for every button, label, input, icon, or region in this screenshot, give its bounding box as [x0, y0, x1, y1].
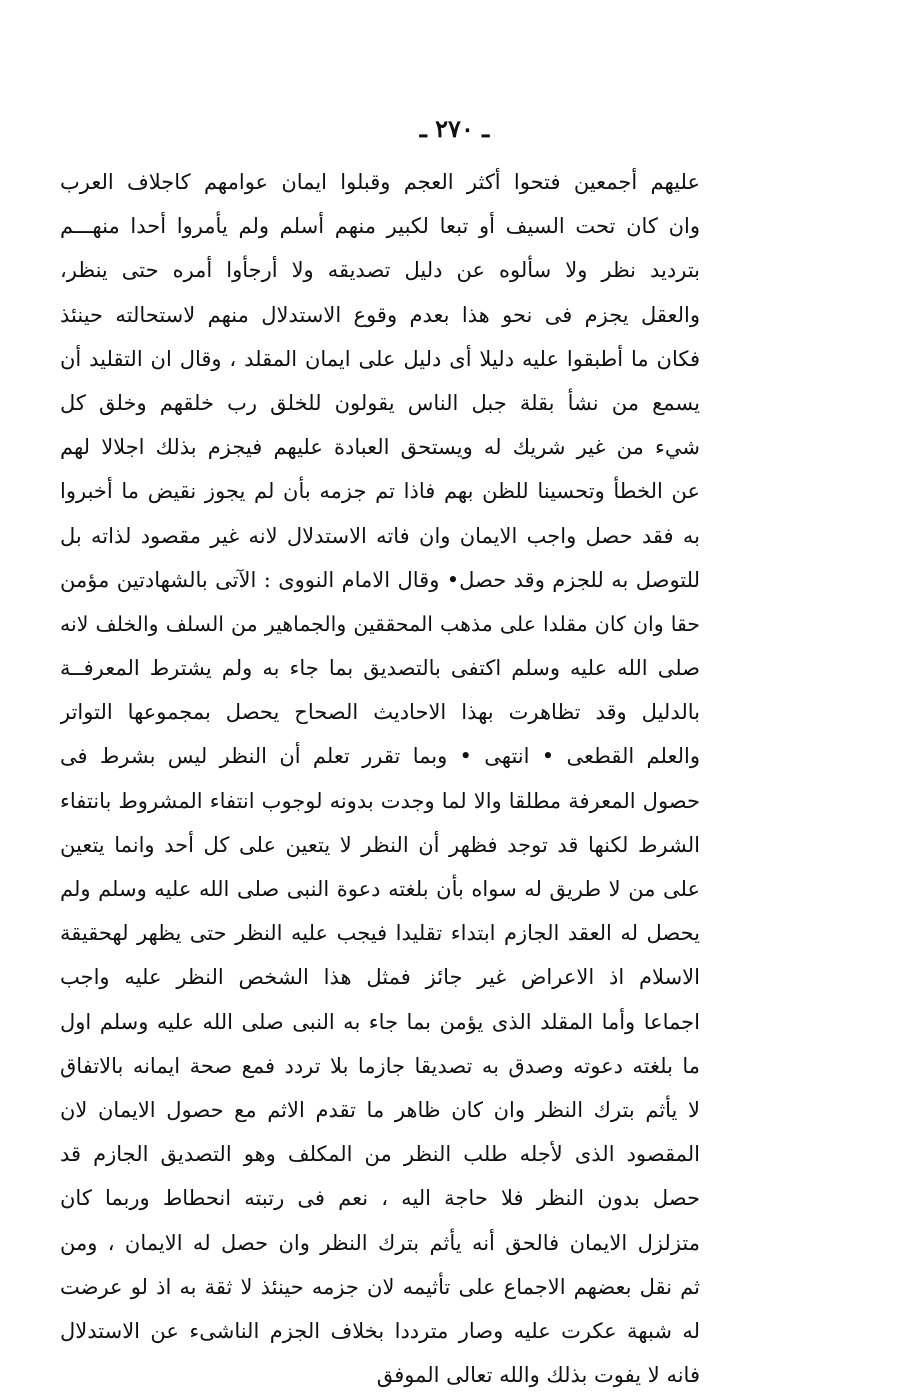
- text-line: حصول المعرفة مطلقا والا لما وجدت بدونه لوجوب انتفاء المشروط بانتفاء: [60, 788, 700, 813]
- body-text: [60, 160, 700, 1397]
- text-line: به فقد حصل واجب الايمان وان فاته الاستدلال لانه غير مقصود لذاته بل: [60, 523, 700, 548]
- text-line: حقا وان كان مقلدا على مذهب المحققين والجماهير من السلف والخلف لانه: [60, 611, 700, 636]
- text-line: يسمع من نشأ بقلة جبل الناس يقولون للخلق رب خلقهم وخلق كل: [60, 390, 700, 415]
- text-line: صلى الله عليه وسلم اكتفى بالتصديق بما جاء به ولم يشترط المعرفــة: [60, 656, 700, 681]
- text-line: حصل بدون النظر فلا حاجة اليه ، نعم فى رتبته انحطاط وربما كان: [60, 1186, 700, 1211]
- text-line: متزلزل الايمان فالحق أنه يأثم بترك النظر وان حصل له الايمان ، ومن: [60, 1230, 700, 1255]
- text-line: ثم نقل بعضهم الاجماع على تأثيمه لان جزمه حينئذ لا ثقة به اذ لو عرضت: [60, 1274, 700, 1299]
- text-line: يحصل له العقد الجازم ابتداء تقليدا فيجب عليه النظر حتى يظهر لهحقيقة: [60, 921, 700, 946]
- text-line: والعلم القطعى • انتهى • وبما تقرر تعلم أن النظر ليس بشرط فى: [60, 744, 700, 769]
- text-line: شيء من غير شريك له ويستحق العبادة عليهم فيجزم بذلك اجلالا لهم: [60, 435, 700, 460]
- text-line: المقصود الذى لأجله طلب النظر من المكلف وهو التصديق الجازم قد: [60, 1142, 700, 1167]
- text-line: والعقل يجزم فى نحو هذا بعدم وقوع الاستدلال منهم لاستحالته حينئذ: [60, 302, 700, 327]
- text-line: على من لا طريق له سواه بأن بلغته دعوة النبى صلى الله عليه وسلم ولم: [60, 877, 700, 901]
- text-line-last: فانه لا يفوت بذلك والله تعالى الموفق: [376, 1363, 700, 1388]
- text-line: فكان ما أطبقوا عليه دليلا أى دليل على ايمان المقلد ، وقال ان التقليد أن: [60, 346, 700, 371]
- text-line: اجماعا وأما المقلد الذى يؤمن بما جاء به النبى صلى الله عليه وسلم اول: [60, 1009, 700, 1034]
- text-line: لا يأثم بترك النظر وان كان ظاهر ما تقدم الاثم مع حصول الايمان لان: [60, 1097, 700, 1122]
- text-line: وان كان تحت السيف أو تبعا لكبير منهم أسلم ولم يأمروا أحدا منهـــم: [60, 214, 700, 239]
- text-line: ما بلغته دعوته وصدق به تصديقا جازما بلا تردد فمع صحة ايمانه بالاتفاق: [60, 1053, 700, 1078]
- text-line: عليهم أجمعين فتحوا أكثر العجم وقبلوا ايمان عوامهم كاجلاف العرب: [60, 170, 700, 194]
- text-line: عن الخطأ وتحسينا للظن بهم فاذا تم جزمه بأن لم يجوز نقيض ما أخبروا: [60, 479, 700, 504]
- text-line: الاسلام اذ الاعراض غير جائز فمثل هذا الشخص النظر عليه واجب: [60, 965, 700, 990]
- text-line: بالدليل وقد تظاهرت بهذا الاحاديث الصحاح يحصل بمجموعها التواتر: [60, 700, 700, 725]
- text-line: بترديد نظر ولا سألوه عن دليل تصديقه ولا أرجأوا أمره حتى ينظر،: [60, 258, 700, 283]
- text-line: للتوصل به للجزم وقد حصل• وقال الامام النووى : الآتى بالشهادتين مؤمن: [60, 567, 700, 592]
- page-number: ـ ٢٧٠ ـ: [419, 114, 490, 143]
- text-line: الشرط لكنها قد توجد فظهر أن النظر لا يتعين على كل أحد وانما يتعين: [60, 832, 700, 857]
- text-line: له شبهة عكرت عليه وصار مترددا بخلاف الجزم الناشىء عن الاستدلال: [60, 1318, 700, 1343]
